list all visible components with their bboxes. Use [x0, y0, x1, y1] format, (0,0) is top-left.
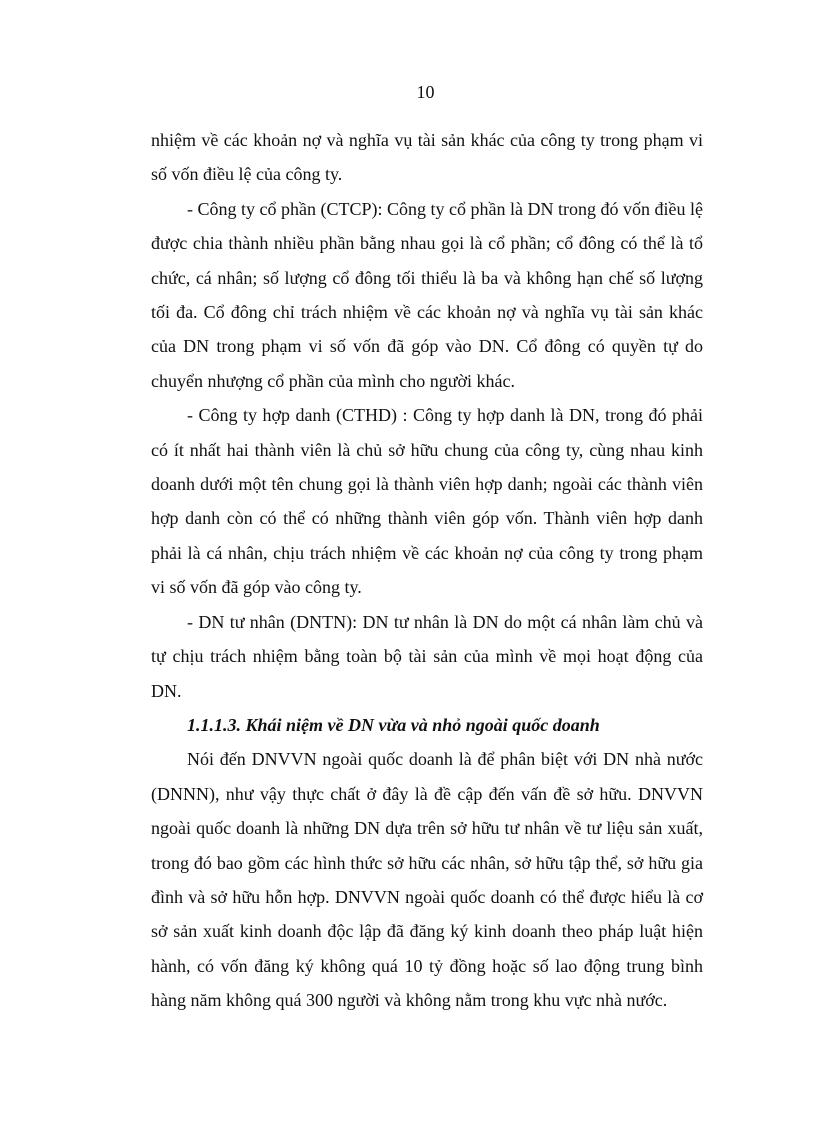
page-number: 10	[416, 82, 435, 102]
paragraph-joint-stock-company: - Công ty cổ phần (CTCP): Công ty cổ phần là DN trong đó vốn điều lệ được chia thành nhiều phần bằng nhau gọi là cổ phần; cổ đông có thể là tổ chức, cá nhân; số lượng cổ đông tối thiểu là ba và không hạn chế số lượng tối đa. Cổ đông chỉ trách nhiệm về các khoản nợ và nghĩa vụ tài sản khác của DN trong phạm vi số vốn đã góp vào DN. Cổ đông có quyền tự do chuyển nhượng cổ phần của mình cho người khác.	[151, 198, 703, 391]
paragraph-private-enterprise: - DN tư nhân (DNTN): DN tư nhân là DN do một cá nhân làm chủ và tự chịu trách nhiệm bằng toàn bộ tài sản của mình về mọi hoạt động của DN.	[151, 611, 703, 701]
paragraph-partnership: - Công ty hợp danh (CTHD) : Công ty hợp danh là DN, trong đó phải có ít nhất hai thành viên là chủ sở hữu chung của công ty, cùng nhau kinh doanh dưới một tên chung gọi là thành viên hợp danh; ngoài các thành viên hợp danh còn có thể có những thành viên góp vốn. Thành viên hợp danh phải là cá nhân, chịu trách nhiệm về các khoản nợ của công ty trong phạm vi số vốn đã góp vào công ty.	[151, 405, 703, 598]
document-body	[151, 123, 703, 1018]
paragraph-llc-continued: nhiệm về các khoản nợ và nghĩa vụ tài sản khác của công ty trong phạm vi số vốn điều lệ của công ty.	[151, 130, 703, 185]
section-heading: 1.1.1.3. Khái niệm về DN vừa và nhỏ ngoài quốc doanh	[187, 714, 600, 735]
paragraph-sme-definition: Nói đến DNVVN ngoài quốc doanh là để phân biệt với DN nhà nước (DNNN), như vậy thực chất ở đây là đề cập đến vấn đề sở hữu. DNVVN ngoài quốc doanh là những DN dựa trên sở hữu tư nhân về tư liệu sản xuất, trong đó bao gồm các hình thức sở hữu các nhân, sở hữu tập thể, sở hữu gia đình và sở hữu hỗn hợp. DNVVN ngoài quốc doanh có thể được hiểu là cơ sở sản xuất kinh doanh độc lập đã đăng ký kinh doanh theo pháp luật hiện hành, có vốn đăng ký không quá 10 tỷ đồng hoặc số lao động trung bình hàng năm không quá 300 người và không nằm trong khu vực nhà nước.	[151, 749, 703, 1011]
